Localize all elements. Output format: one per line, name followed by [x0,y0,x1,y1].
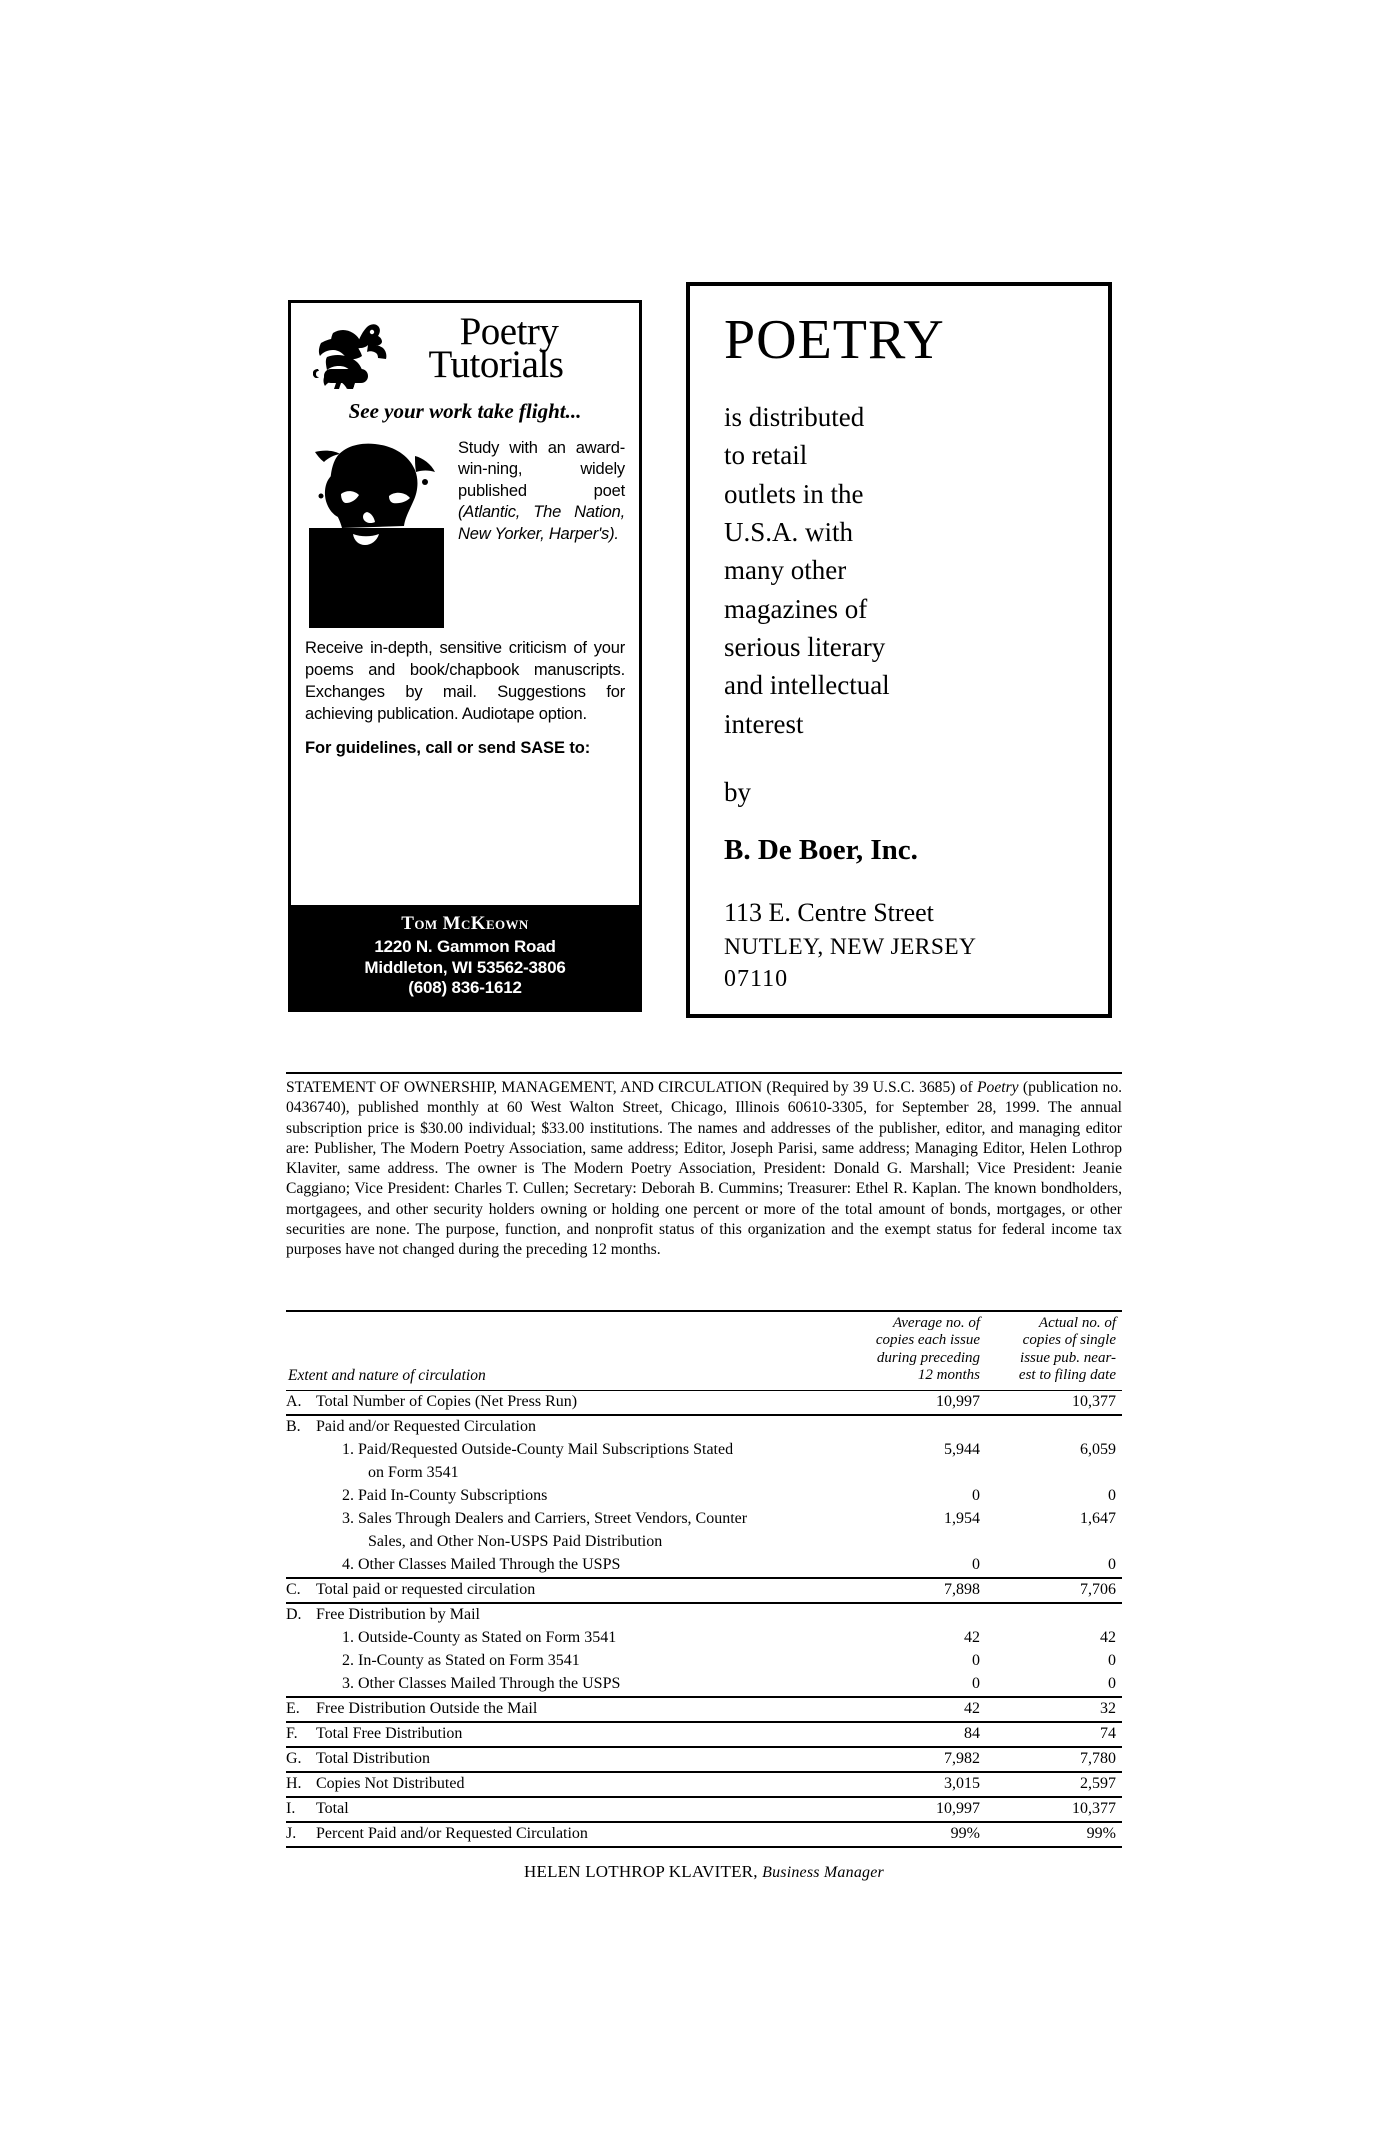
row-actual-value: 74 [1100,1725,1116,1743]
row-label [286,1603,846,1627]
table-row [286,1578,1122,1602]
row-average-value: 7,982 [944,1750,980,1768]
table-row [286,1650,1122,1673]
ad-tagline: See your work take flight... [348,399,582,423]
row-text: Sales, and Other Non-USPS Paid Distribution [368,1533,663,1551]
ad-left-title [391,310,625,387]
table-row [286,1697,1122,1721]
row-text: 3. Sales Through Dealers and Carriers, Street Vendors, Counter [342,1510,748,1528]
row-text: 1. Paid/Requested Outside-County Mail Subscriptions Stated [342,1441,734,1459]
row-letter: B. [286,1418,301,1436]
body-line: interest [724,708,804,739]
row-average-value: 0 [972,1487,980,1505]
row-letter: D. [286,1606,302,1624]
ad-right-address [724,895,1078,996]
ad-left-content [291,303,639,905]
row-letter: I. [286,1800,296,1818]
body-line: is distributed [724,402,865,432]
body-line: outlets in the [724,478,864,509]
ad-b-de-boer [686,282,1112,1018]
header-line: Actual no. of [1038,1315,1116,1331]
row-actual-value: 0 [1108,1556,1116,1574]
contact-street: 1220 N. Gammon Road [374,936,556,956]
signature-role: Business Manager [762,1864,884,1881]
row-text: 2. Paid In-County Subscriptions [342,1487,548,1505]
contact-phone: (608) 836-1612 [408,978,522,998]
circulation-table [286,1310,1122,1848]
circulation-table-wrapper [286,1310,1122,1848]
row-average-value: 0 [972,1556,980,1574]
ad-right-by-label: by [724,776,751,807]
row-label [286,1722,846,1746]
row-label [286,1531,846,1554]
ad-photo-block [305,438,625,630]
ad-photo-caption [458,438,625,545]
italic-magazine-name: Poetry [977,1079,1019,1096]
statement-top-rule [286,1072,1122,1074]
ad-right-company: B. De Boer, Inc. [724,833,918,866]
table-row [286,1439,1122,1462]
row-text: Total paid or requested circulation [316,1581,536,1599]
row-average-value: 1,954 [944,1510,980,1528]
signature-name: HELEN LOTHROP KLAVITER, [524,1862,758,1881]
address-zip: 07110 [724,966,789,993]
row-actual-value: 1,647 [1080,1510,1116,1528]
header-line: issue pub. near- [1020,1349,1116,1366]
row-average-value: 42 [964,1629,980,1647]
ad-right-body [724,398,1078,743]
table-header-row [286,1311,1122,1390]
row-actual-value: 10,377 [1072,1393,1116,1411]
table-row [286,1531,1122,1554]
row-actual-value: 6,059 [1080,1441,1116,1459]
row-average-value: 42 [964,1700,980,1718]
row-label [286,1650,846,1673]
table-row [286,1508,1122,1531]
row-text: 1. Outside-County as Stated on Form 3541 [342,1629,617,1647]
row-average-value: 0 [972,1652,980,1670]
address-city-state: NUTLEY, NEW JERSEY [724,933,977,960]
table-row [286,1603,1122,1627]
row-actual-value: 2,597 [1080,1775,1116,1793]
row-text: Copies Not Distributed [316,1775,465,1793]
row-text: Total Distribution [316,1750,430,1768]
row-average-value [846,1415,986,1439]
row-text: Percent Paid and/or Requested Circulation [316,1825,588,1843]
body-line: to retail [724,440,808,471]
row-letter: J. [286,1825,297,1843]
row-actual-value: 0 [1108,1487,1116,1505]
row-text: 4. Other Classes Mailed Through the USPS [342,1556,621,1574]
row-label [286,1390,846,1414]
ad-contact-block [291,905,639,1009]
ad-title-line1: Poetry [459,310,559,353]
row-average-value: 10,997 [936,1393,980,1411]
ad-body-text: Receive in-depth, sensitive criticism of your poems and book/chapbook manuscripts. Exchanges by mail. Suggestions for achieving publication. Audiotape option. [305,639,625,723]
row-average-value: 3,015 [944,1775,980,1793]
row-actual-value: 32 [1100,1700,1116,1718]
row-letter: H. [286,1775,302,1793]
contact-name: Tom McKeown [401,912,529,934]
ad-right-title: POETRY [724,309,945,371]
header-extent-label: Extent and nature of circulation [288,1366,486,1384]
body-line: many other [724,555,847,586]
header-line: during preceding [876,1349,980,1366]
row-label [286,1485,846,1508]
row-actual-value [986,1603,1122,1627]
statement-paragraph: STATEMENT OF OWNERSHIP, MANAGEMENT, AND CIRCULATION (Required by 39 U.S.C. 3685) of Poetry (publication no. 0436740), published monthly at 60 West Walton Street, Chicago, Illinois 60610-3305, for September 28, 1999. The annual subscription price is $30.00 individual; $33.00 institutions. The names and addresses of the publisher, editor, and managing editor are: Publisher, The Modern Poetry Association, same address; Editor, Joseph Parisi, same address; Managing Editor, Helen Lothrop Klaviter, same address. The owner is The Modern Poetry Association, President: Donald G. Marshall; Vice President: Jeanie Caggiano; Vice President: Charles T. Cullen; Secretary: Deborah B. Cummins; Treasurer: Ethel R. Kaplan. The known bondholders, mortgagees, and other security holders owning or holding one percent or more of the total amount of bonds, mortgages, or other securities are none. The purpose, function, and nonprofit status of this organization and the exempt status for federal income tax purposes have not changed during the preceding 12 months. [286,1079,1123,1259]
table-row [286,1415,1122,1439]
row-actual-value: 10,377 [1072,1800,1116,1818]
ad-left-header [305,310,625,389]
row-label [286,1415,846,1439]
row-actual-value: 0 [1108,1675,1116,1693]
header-actual-column [986,1311,1122,1390]
table-row [286,1673,1122,1696]
contact-city-state: Middleton, WI 53562-3806 [364,957,566,977]
row-label [286,1627,846,1650]
row-label [286,1697,846,1721]
row-average-value [846,1603,986,1627]
row-actual-value [986,1462,1122,1485]
table-row [286,1390,1122,1414]
statement-of-ownership-block [286,1072,1122,1260]
table-row [286,1722,1122,1746]
table-row [286,1822,1122,1846]
row-label [286,1822,846,1846]
row-letter: C. [286,1581,301,1599]
address-street: 113 E. Centre Street [724,897,934,927]
row-actual-value: 99% [1086,1825,1116,1843]
row-actual-value: 42 [1100,1629,1116,1647]
circulation-table-body [286,1310,1122,1847]
header-line: copies of single [1022,1332,1116,1349]
ad-call-to-action: For guidelines, call or send SASE to: [305,738,591,757]
row-actual-value: 7,706 [1080,1581,1116,1599]
table-row [286,1772,1122,1796]
table-row [286,1485,1122,1508]
table-row [286,1797,1122,1821]
row-text: Free Distribution Outside the Mail [316,1700,538,1718]
table-row [286,1627,1122,1650]
row-text: Total [316,1800,349,1818]
signature-line [286,1862,1122,1882]
row-average-value [846,1462,986,1485]
row-letter: F. [286,1725,298,1743]
row-average-value [846,1531,986,1554]
row-text: 2. In-County as Stated on Form 3541 [342,1652,580,1670]
header-average-column [846,1311,986,1390]
body-line: magazines of [724,593,868,624]
row-label [286,1578,846,1602]
row-text: Total Number of Copies (Net Press Run) [316,1393,578,1411]
row-actual-value: 0 [1108,1652,1116,1670]
header-line: est to filing date [1018,1367,1116,1384]
row-actual-value: 7,780 [1080,1750,1116,1768]
header-line: Average no. of [892,1315,980,1331]
row-letter: G. [286,1750,302,1768]
table-row [286,1554,1122,1577]
row-average-value: 10,997 [936,1800,980,1818]
row-average-value: 5,944 [944,1441,980,1459]
ad-title-line2: Tutorials [428,343,564,387]
row-text: Total Free Distribution [316,1725,463,1743]
table-rule [286,1846,1122,1847]
body-line: serious literary [724,631,886,662]
row-label [286,1554,846,1577]
row-text: Paid and/or Requested Circulation [316,1418,536,1436]
row-average-value: 0 [972,1675,980,1693]
row-average-value: 7,898 [944,1581,980,1599]
row-text: on Form 3541 [368,1464,459,1482]
ad-caption-plain: Study with an award-win-ning, widely published poet [458,439,625,500]
row-label [286,1462,846,1485]
ad-poetry-tutorials [288,300,642,1012]
row-label [286,1772,846,1796]
row-label [286,1508,846,1531]
table-row [286,1462,1122,1485]
row-label [286,1439,846,1462]
advertisements-row [288,282,1112,1022]
row-label [286,1797,846,1821]
row-text: Free Distribution by Mail [316,1606,480,1624]
row-text: 3. Other Classes Mailed Through the USPS [342,1675,621,1693]
body-line: and intellectual [724,670,890,701]
row-average-value: 84 [964,1725,980,1743]
header-line: copies each issue [875,1332,980,1349]
body-line: U.S.A. with [724,516,854,547]
row-letter: A. [286,1393,302,1411]
row-actual-value [986,1531,1122,1554]
table-row [286,1747,1122,1771]
row-label [286,1673,846,1696]
ad-caption-italic: (Atlantic, The Nation, New Yorker, Harper's). [458,503,625,543]
row-average-value: 99% [950,1825,980,1843]
row-actual-value [986,1415,1122,1439]
header-line: 12 months [917,1367,980,1384]
row-label [286,1747,846,1771]
row-letter: E. [286,1700,300,1718]
poet-portrait-photo [305,438,448,630]
